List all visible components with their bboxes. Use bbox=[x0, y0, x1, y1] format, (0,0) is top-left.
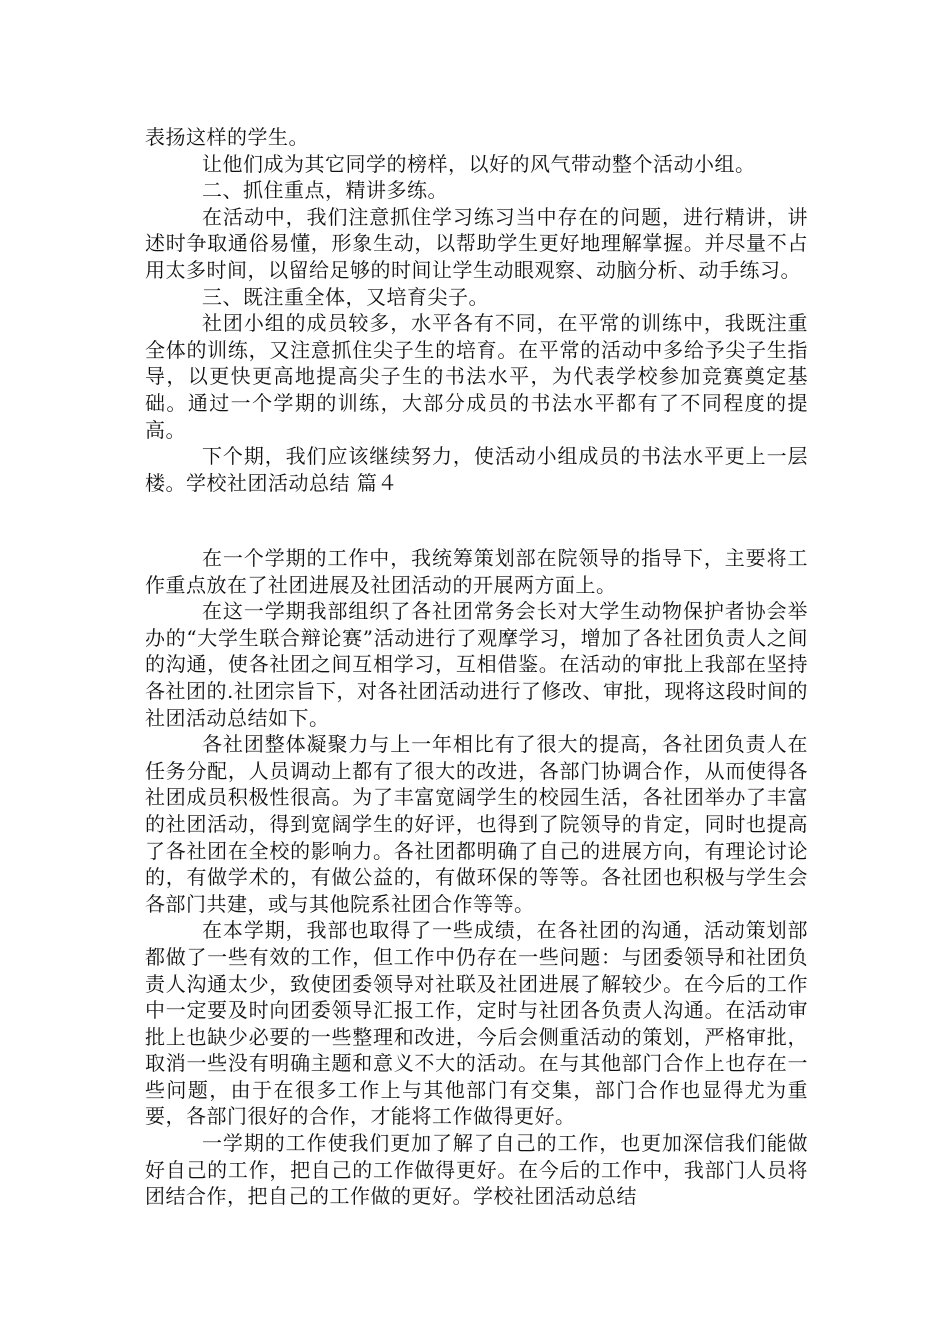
paragraph: 让他们成为其它同学的榜样，以好的风气带动整个活动小组。 bbox=[202, 151, 756, 176]
paragraph: 在一个学期的工作中，我统筹策划部在院领导的指导下，主要将工作重点放在了社团进展及社团活动的开展两方面上。 bbox=[145, 546, 808, 597]
section-heading: 二、抓住重点，精讲多练。 bbox=[202, 178, 448, 203]
document-section-b bbox=[145, 545, 808, 1210]
paragraph: 社团小组的成员较多，水平各有不同，在平常的训练中，我既注重全体的训练，又注意抓住尖子生的培育。在平常的活动中多给予尖子生指导，以更快更高地提高尖子生的书法水平，为代表学校参加竞赛奠定基础。通过一个学期的训练，大部分成员的书法水平都有了不同程度的提高。 bbox=[145, 311, 808, 442]
paragraph: 一学期的工作使我们更加了解了自己的工作，也更加深信我们能做好自己的工作，把自己的工作做得更好。在今后的工作中，我部门人员将团结合作，把自己的工作做的更好。学校社团活动总结 bbox=[145, 1131, 808, 1209]
paragraph: 在本学期，我部也取得了一些成绩，在各社团的沟通，活动策划部都做了一些有效的工作，但工作中仍存在一些问题：与团委领导和社团负责人沟通太少，致使团委领导对社联及社团进展了解较少。在今后的工作中一定要及时向团委领导汇报工作，定时与社团各负责人沟通。在活动审批上也缺少必要的一些整理和改进，今后会侧重活动的策划，严格审批，取消一些没有明确主题和意义不大的活动。在与其他部门合作上也存在一些问题，由于在很多工作上与其他部门有交集，部门合作也显得尤为重要，各部门很好的合作，才能将工作做得更好。 bbox=[145, 918, 808, 1129]
paragraph: 下个期，我们应该继续努力，使活动小组成员的书法水平更上一层楼。学校社团活动总结 篇４ bbox=[145, 444, 808, 495]
paragraph: 各社团整体凝聚力与上一年相比有了很大的提高，各社团负责人在任务分配，人员调动上都有了很大的改进，各部门协调合作，从而使得各社团成员积极性很高。为了丰富宽阔学生的校园生活，各社团举办了丰富的社团活动，得到宽阔学生的好评，也得到了院领导的肯定，同时也提高了各社团在全校的影响力。各社团都明确了自己的进展方向，有理论讨论的，有做学术的，有做公益的，有做环保的等等。各社团也积极与学生会各部门共建，或与其他院系社团合作等等。 bbox=[145, 732, 808, 916]
paragraph: 在活动中，我们注意抓住学习练习当中存在的问题，进行精讲，讲述时争取通俗易懂，形象生动，以帮助学生更好地理解掌握。并尽量不占用太多时间，以留给足够的时间让学生动眼观察、动脑分析、动手练习。 bbox=[145, 204, 808, 282]
document-section-a bbox=[145, 124, 808, 496]
paragraph: 表扬这样的学生。 bbox=[145, 125, 309, 149]
paragraph: 在这一学期我部组织了各社团常务会长对大学生动物保护者协会举办的“大学生联合辩论赛”活动进行了观摩学习，增加了各社团负责人之间的沟通，使各社团之间互相学习，互相借鉴。在活动的审批上我部在坚持各社团的.社团宗旨下，对各社团活动进行了修改、审批，现将这段时间的社团活动总结如下。 bbox=[145, 599, 808, 730]
section-heading: 三、既注重全体，又培育尖子。 bbox=[202, 284, 489, 309]
